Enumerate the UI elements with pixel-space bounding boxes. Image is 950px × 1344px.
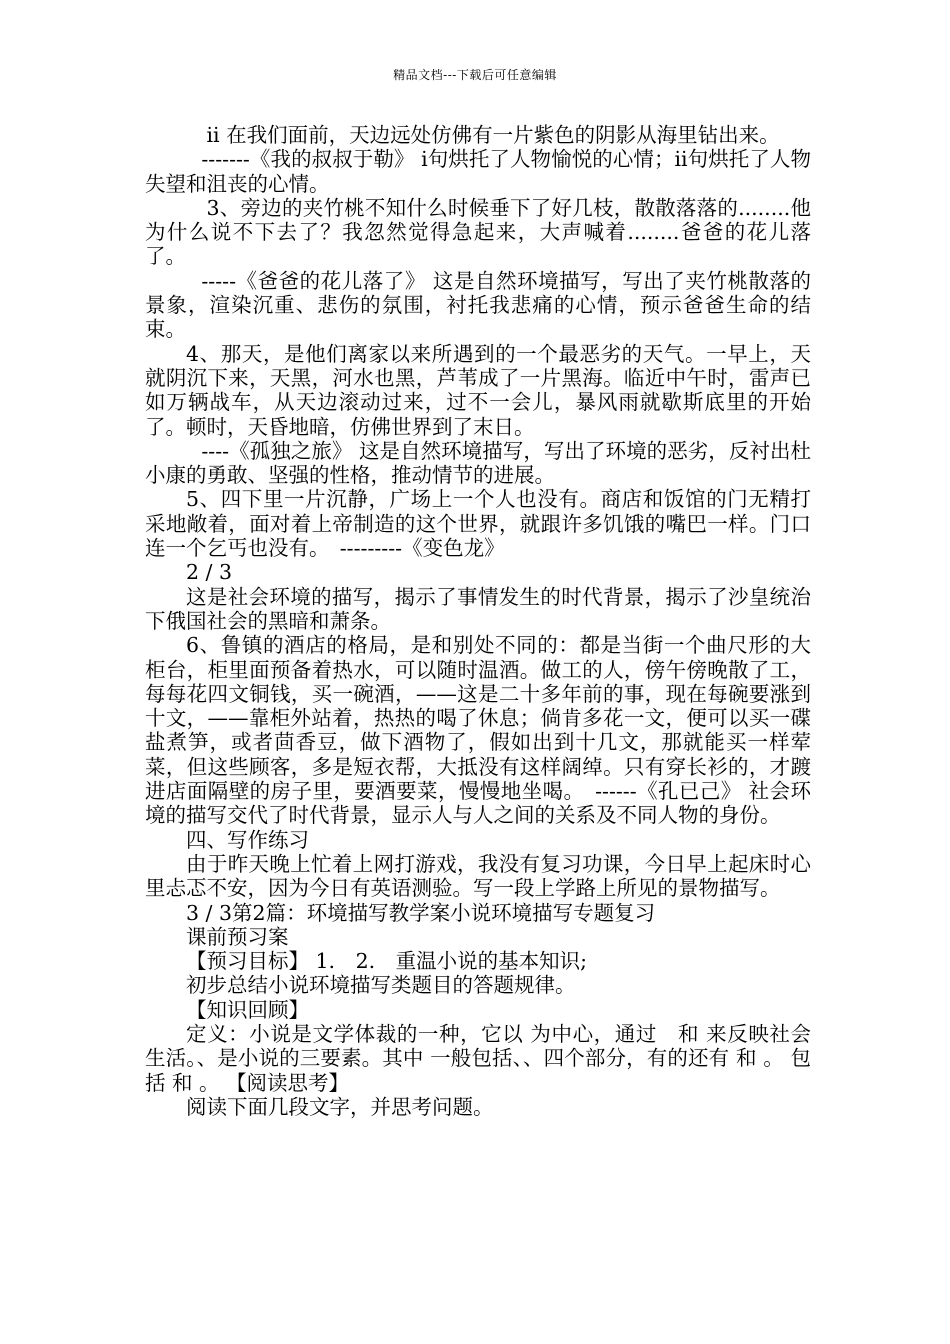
section-heading-review: 【知识回顾】 xyxy=(186,997,309,1022)
paragraph-analysis-journey: ----《孤独之旅》 这是自然环境描写，写出了环境的恶劣，反衬出杜小康的勇敢、坚强的性格，推动情节的进展。 xyxy=(145,438,811,488)
page-number-3-chapter-title: 3 / 3第2篇：环境描写教学案小说环境描写专题复习 xyxy=(186,900,656,925)
preview-goal-summary: 初步总结小说环境描写类题目的答题规律。 xyxy=(186,973,576,998)
paragraph-example-5: 5、四下里一片沉静，广场上一个人也没有。商店和饭馆的门无精打采地敞着，面对着上帝制造的这个世界，就跟许多饥饿的嘴巴一样。门口连一个乞丐也没有。 ---------《变色龙》 xyxy=(145,487,811,561)
preview-goals: 【预习目标】 1. 2. 重温小说的基本知识; xyxy=(186,949,588,974)
section-heading-writing: 四、写作练习 xyxy=(186,827,309,852)
page-header: 精品文档---下载后可任意编辑 xyxy=(393,68,557,82)
paragraph-analysis-flowers: -----《爸爸的花儿落了》 这是自然环境描写，写出了夹竹桃散落的景象，渲染沉重、悲伤的氛围，衬托我悲痛的心情，预示爸爸生命的结束。 xyxy=(145,268,811,342)
document-body xyxy=(145,123,811,1119)
section-heading-preview: 课前预习案 xyxy=(186,924,289,949)
paragraph-definition: 定义：小说是文学体裁的一种，它以 为中心，通过 和 来反映社会生活。、是小说的三要素。其中 一般包括、、四个部分，有的还有 和 。 包括 和 。 【阅读思考】 xyxy=(145,1021,811,1095)
paragraph-reading-instruction: 阅读下面几段文字，并思考问题。 xyxy=(186,1094,494,1119)
paragraph-writing-task: 由于昨天晚上忙着上网打游戏，我没有复习功课，今日早上起床时心里忐忑不安，因为今日有英语测验。写一段上学路上所见的景物描写。 xyxy=(145,851,811,901)
page-number-2: 2 / 3 xyxy=(186,560,233,585)
paragraph-analysis-chameleon: 这是社会环境的描写，揭示了事情发生的时代背景，揭示了沙皇统治下俄国社会的黑暗和萧条。 xyxy=(145,584,811,633)
paragraph-analysis-uncle: -------《我的叔叔于勒》 i句烘托了人物愉悦的心情；ii句烘托了人物失望和沮丧的心情。 xyxy=(145,147,811,196)
paragraph-example-3: 3、旁边的夹竹桃不知什么时候垂下了好几枝，散散落落的........他为什么说不下去了？我忽然觉得急起来，大声喊着........爸爸的花儿落了。 xyxy=(145,195,811,269)
paragraph-example-6: 6、鲁镇的酒店的格局，是和别处不同的：都是当街一个曲尺形的大柜台，柜里面预备着热水，可以随时温酒。做工的人，傍午傍晚散了工，每每花四文铜钱，买一碗酒，——这是二十多年前的事，现在每碗要涨到十文，——靠柜外站着，热热的喝了休息；倘肯多花一文，便可以买一碟盐煮笋，或者茴香豆，做下酒物了，假如出到十几文，那就能买一样荤菜，但这些顾客，多是短衣帮，大抵没有这样阔绰。只有穿长衫的，才踱进店面隔壁的房子里，要酒要菜，慢慢地坐喝。 ------《孔已己》 社会环境的描写交代了时代背景，显示人与人之间的关系及不同人物的身份。 xyxy=(145,633,811,828)
paragraph-quote-ii: ii 在我们面前，天边远处仿佛有一片紫色的阴影从海里钻出来。 xyxy=(206,123,780,147)
paragraph-example-4: 4、那天，是他们离家以来所遇到的一个最恶劣的天气。一早上，天就阴沉下来，天黑，河水也黑，芦苇成了一片黑海。临近中午时，雷声已如万辆战车，从天边滚动过来，过不一会儿，暴风雨就歇斯底里的开始了。顿时，天昏地暗，仿佛世界到了末日。 xyxy=(145,341,811,439)
